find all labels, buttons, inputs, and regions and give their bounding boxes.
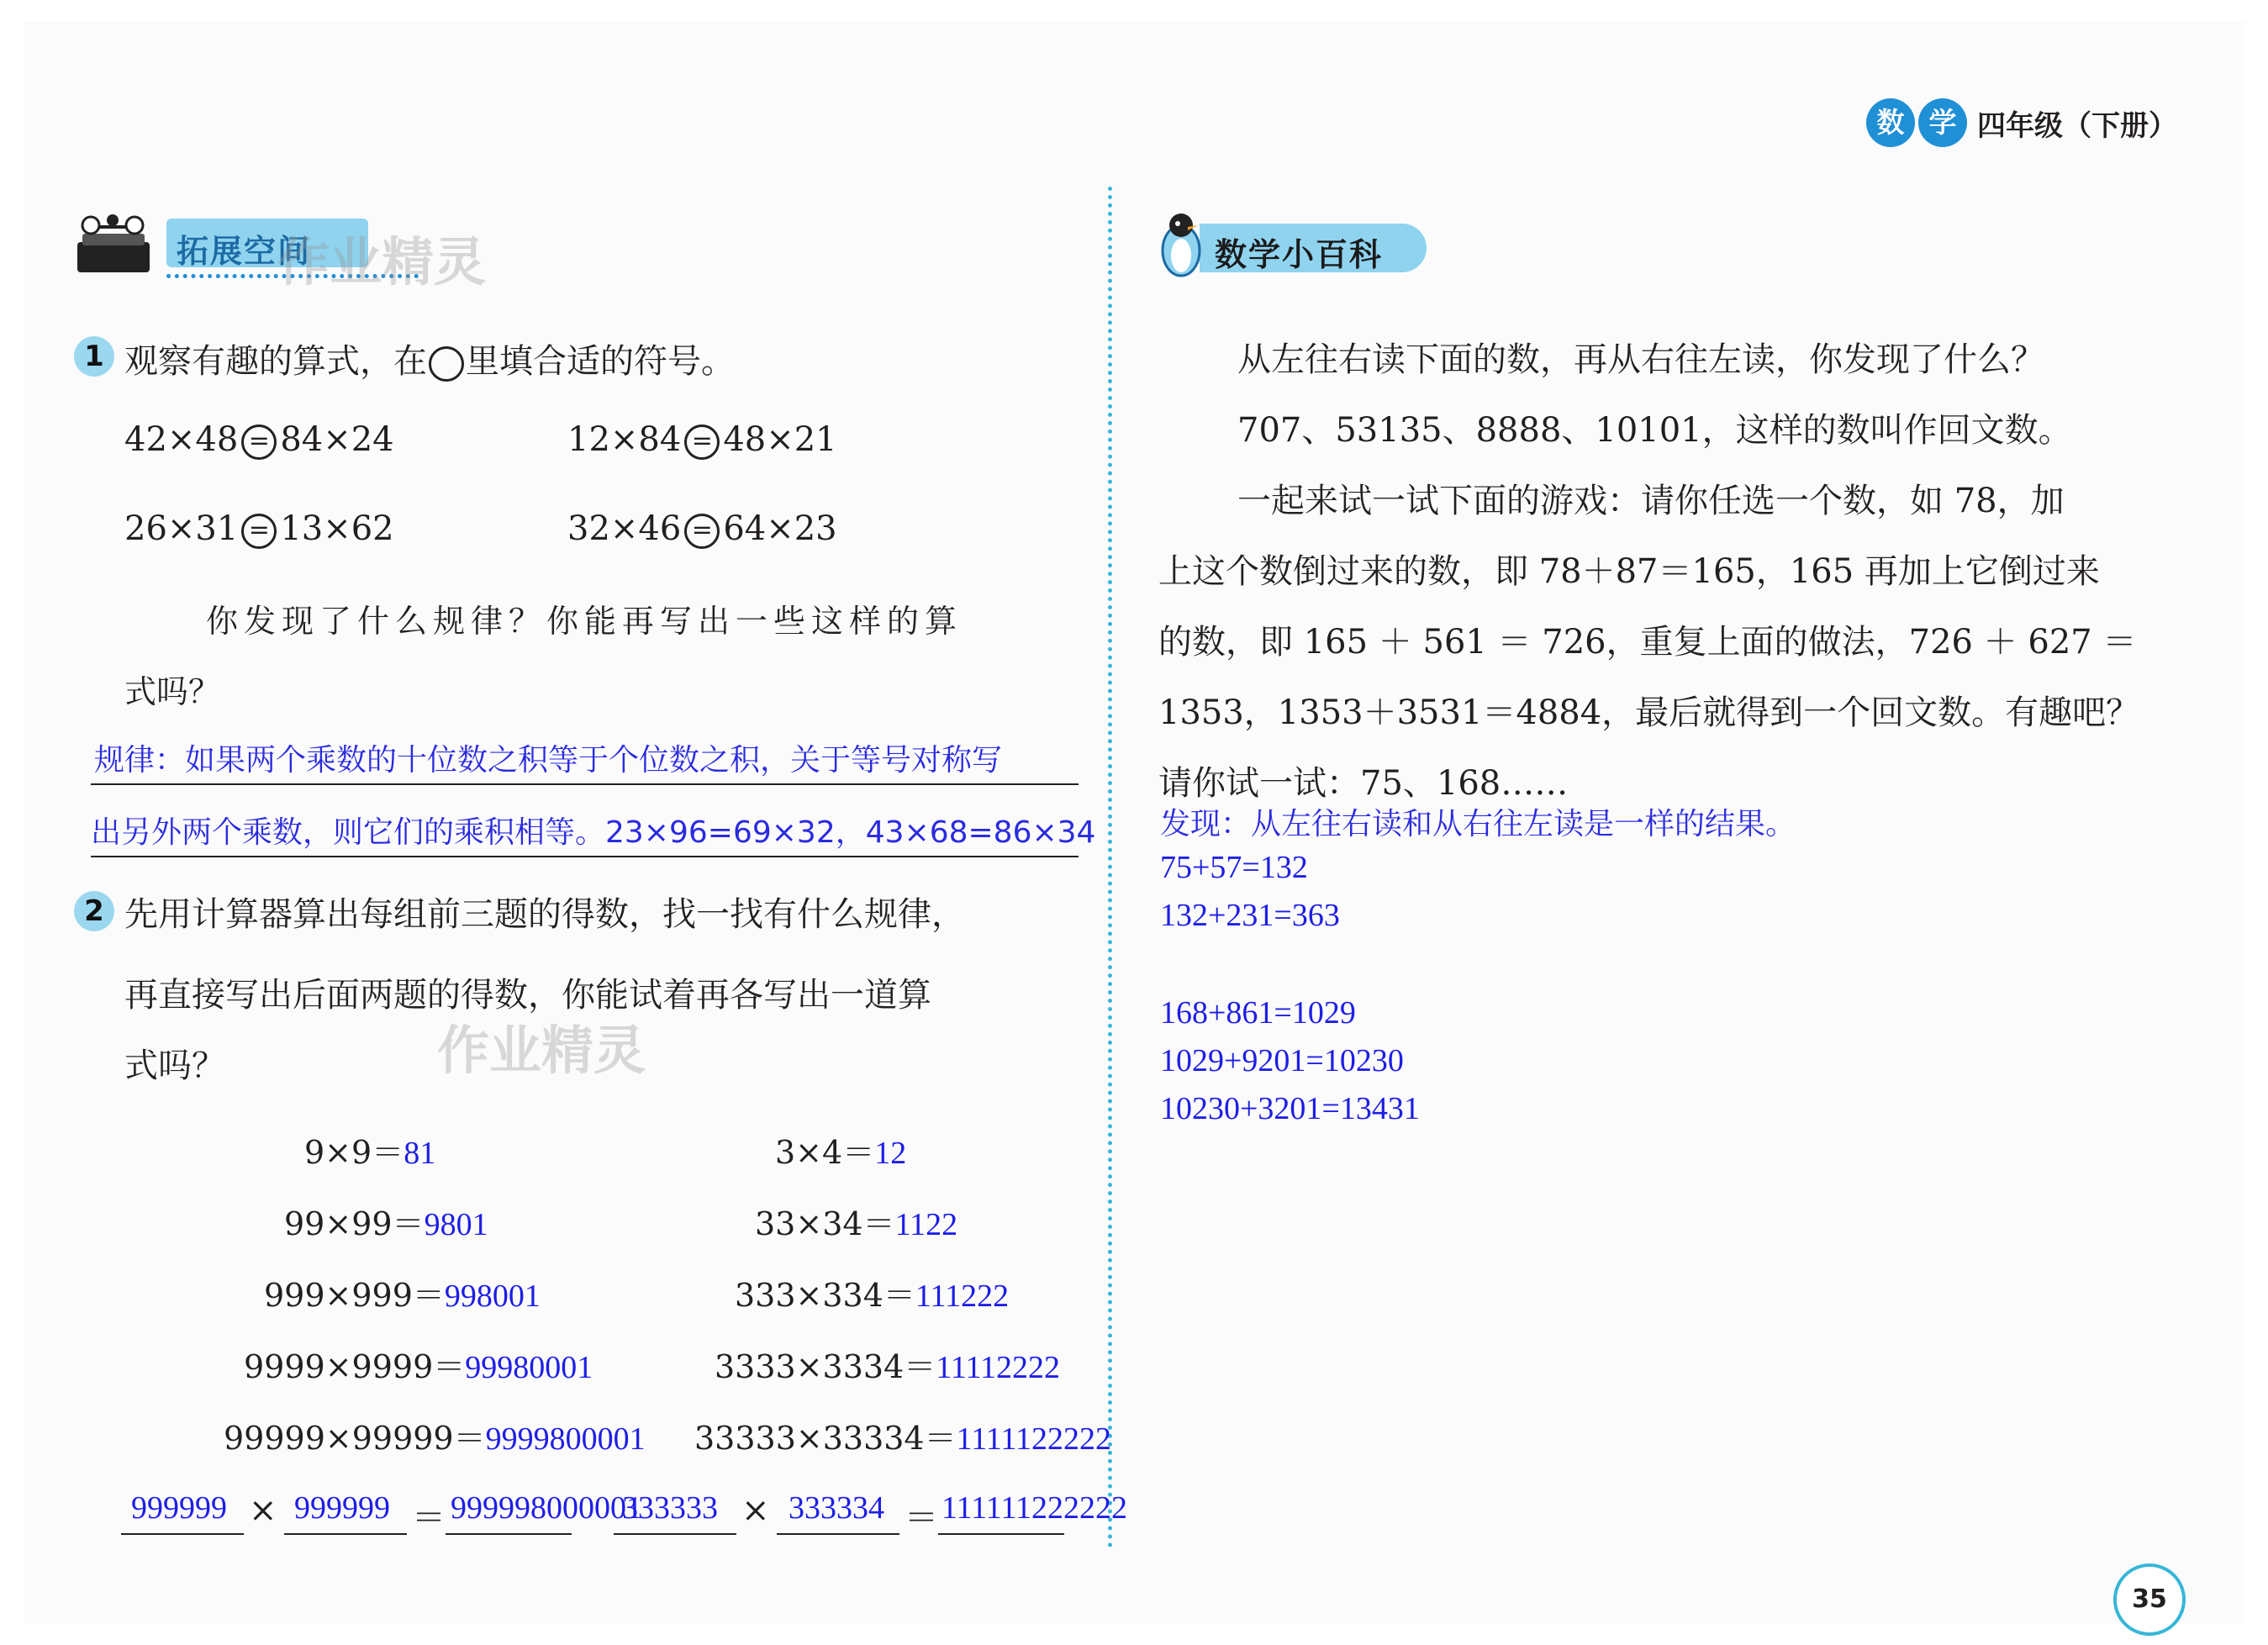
answer-find: 发现：从左往右读和从右往左读是一样的结果。 [1160, 807, 1796, 841]
eq-right: 48×21 [723, 420, 837, 459]
q2-answer: 9999800001 [485, 1421, 646, 1457]
q2-line1: 先用计算器算出每组前三题的得数，找一找有什么规律， [124, 895, 965, 934]
encyclopedia-p3-line4: 1353，1353＋3531＝4884，最后就得到一个回文数。有趣吧？ [1158, 693, 2140, 732]
section-banner-encyclopedia [1156, 208, 1433, 276]
answer-line: 132+231=363 [1160, 898, 1340, 933]
q2-expr: 33×34＝ [755, 1205, 895, 1242]
q1-prompt-a: 观察有趣的算式，在 [124, 342, 427, 381]
question-number-1: 1 [74, 336, 114, 377]
q2-expr: 33333×33334＝ [694, 1420, 957, 1457]
q1-equation-3 [124, 509, 394, 549]
q2-row [244, 1341, 593, 1387]
blank-underline [938, 1533, 1064, 1535]
q2-write2-a: 333333 [622, 1490, 718, 1526]
encyclopedia-p1: 从左往右读下面的数，再从右往左读，你发现了什么？ [1237, 340, 2044, 379]
blank-underline [777, 1533, 899, 1535]
encyclopedia-p3-line1: 一起来试一试下面的游戏：请你任选一个数，如 78，加 [1237, 482, 2065, 520]
q2-expr: 3333×3334＝ [715, 1348, 936, 1385]
penguin-icon [1156, 208, 1206, 280]
watermark: 作业精灵 [437, 1020, 646, 1081]
q1-question-line1: 你发现了什么规律？你能再写出一些这样的算 [206, 603, 963, 640]
times-sign: × [741, 1491, 770, 1530]
answer-symbol: = [684, 424, 720, 460]
q2-answer: 1122 [894, 1207, 958, 1242]
q2-line2: 再直接写出后面两题的得数，你能试着再各写出一道算 [124, 976, 931, 1015]
answer-line: 75+57=132 [1160, 850, 1308, 885]
q2-answer: 9801 [424, 1207, 488, 1242]
q2-row [775, 1126, 906, 1173]
answer-line: 168+861=1029 [1160, 995, 1356, 1031]
q2-answer: 111222 [915, 1279, 1010, 1314]
q2-answer: 998001 [444, 1279, 541, 1314]
q1-prompt-b: 里填合适的符号。 [466, 342, 735, 381]
q2-write2-b: 333334 [789, 1490, 884, 1526]
answer-symbol: = [241, 514, 277, 549]
q2-row [694, 1412, 1111, 1458]
section-title: 数学小百科 [1215, 236, 1384, 273]
blank-underline [446, 1533, 572, 1535]
q2-expr: 3×4＝ [775, 1134, 875, 1171]
q2-expr: 99999×99999＝ [224, 1420, 486, 1457]
q2-answer: 11112222 [936, 1350, 1061, 1385]
answer-symbol: = [684, 514, 720, 549]
q2-row [304, 1126, 435, 1173]
eq-left: 42×48 [124, 420, 239, 459]
answer-line: 1029+9201=10230 [1160, 1043, 1404, 1078]
eq-left: 32×46 [567, 509, 682, 548]
eq-left: 12×84 [567, 420, 682, 459]
q2-answer: 1111122222 [956, 1421, 1111, 1457]
q2-answer: 99980001 [465, 1350, 593, 1385]
q2-expr: 333×334＝ [735, 1277, 915, 1314]
q1-answer-line1: 规律：如果两个乘数的十位数之积等于个位数之积，关于等号对称写 [94, 743, 1003, 778]
q1-answer-line2: 出另外两个乘数，则它们的乘积相等。23×96=69×32，43×68=86×34 [91, 815, 1096, 850]
book-stack-icon [74, 208, 154, 276]
eq-left: 26×31 [124, 509, 239, 548]
q2-row [735, 1269, 1009, 1315]
answer-symbol: = [241, 424, 277, 460]
encyclopedia-p4: 请你试一试：75、168…… [1158, 764, 1569, 803]
q1-equation-4 [567, 509, 837, 549]
q2-write2-c: 111111222222 [941, 1490, 1127, 1526]
encyclopedia-p2: 707、53135、8888、10101，这样的数叫作回文数。 [1237, 411, 2072, 450]
q1-question-line2: 式吗？ [124, 673, 221, 710]
q2-expr: 9999×9999＝ [244, 1348, 466, 1385]
encyclopedia-p3-line2: 上这个数倒过来的数，即 78＋87＝165，165 再加上它倒过来 [1158, 552, 2100, 591]
equals-sign: ＝ [412, 1499, 446, 1537]
q2-row [284, 1198, 488, 1244]
encyclopedia-p3-line3: 的数，即 165 ＋ 561 ＝ 726，重复上面的做法，726 ＋ 627 ＝ [1158, 623, 2137, 662]
grade-label: 四年级（下册） [1977, 109, 2177, 143]
equals-sign: ＝ [905, 1499, 938, 1537]
q2-row [224, 1412, 646, 1458]
section-title: 拓展空间 [177, 233, 312, 270]
eq-right: 84×24 [280, 420, 394, 459]
q1-prompt [124, 335, 735, 382]
q2-answer: 12 [874, 1136, 907, 1171]
q2-write1-b: 999999 [294, 1490, 390, 1526]
blank-underline [614, 1533, 736, 1535]
q2-write1-c: 999998000001 [451, 1490, 642, 1526]
q2-line3: 式吗？ [124, 1047, 225, 1085]
question-number-2: 2 [74, 891, 114, 931]
q2-expr: 99×99＝ [284, 1205, 425, 1242]
answer-underline [91, 783, 1079, 785]
answer-underline [91, 856, 1079, 857]
eq-right: 13×62 [280, 509, 394, 548]
column-divider [1108, 187, 1112, 1548]
q2-row [264, 1269, 541, 1315]
times-sign: × [249, 1491, 277, 1530]
q2-answer: 81 [403, 1136, 436, 1171]
subject-badge-1: 数 [1866, 98, 1915, 147]
q1-equation-2 [567, 420, 837, 460]
subject-badge-2: 学 [1918, 98, 1967, 147]
eq-right: 64×23 [723, 509, 837, 548]
page-number: 35 [2113, 1563, 2186, 1636]
q2-expr: 999×999＝ [264, 1277, 445, 1314]
answer-line: 10230+3201=13431 [1160, 1091, 1420, 1126]
q2-write1-a: 999999 [131, 1490, 227, 1526]
q2-expr: 9×9＝ [304, 1134, 404, 1171]
watermark: 作业精灵 [277, 231, 487, 293]
blank-circle-icon [429, 346, 464, 382]
blank-underline [121, 1533, 244, 1535]
q1-equation-1 [124, 420, 394, 460]
q2-row [755, 1198, 957, 1244]
q2-row [715, 1341, 1060, 1387]
blank-underline [284, 1533, 407, 1535]
